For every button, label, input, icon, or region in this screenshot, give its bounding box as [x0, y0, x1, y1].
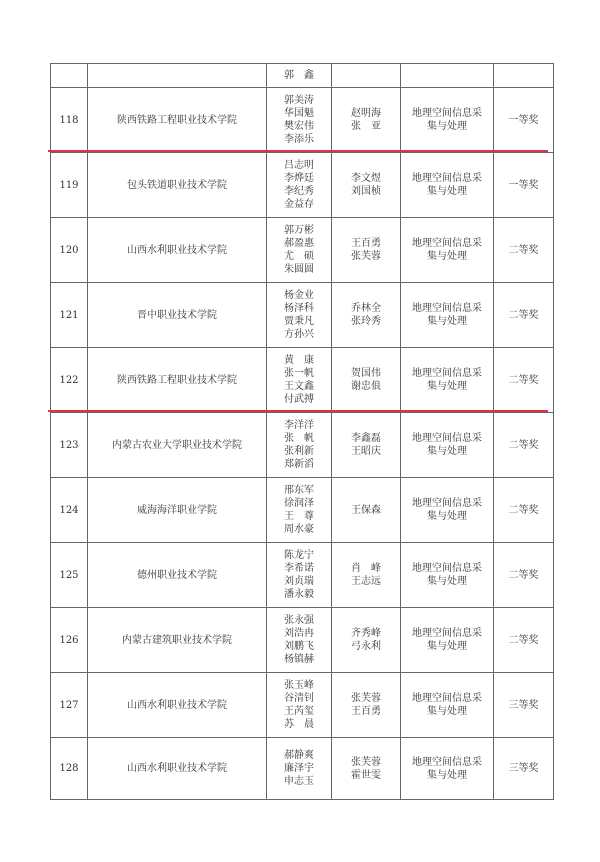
item-text: 集与处理 [427, 641, 467, 652]
teachers-cell [332, 348, 401, 413]
students-cell [267, 153, 332, 218]
student-name: 刘鹏飞 [284, 641, 314, 652]
index-cell: 122 [51, 348, 88, 413]
table-row [51, 608, 554, 673]
student-name: 郝盈惠 [284, 238, 314, 249]
student-name: 郭美涛 [284, 95, 314, 106]
school-cell: 德州职业技术学院 [88, 543, 267, 608]
table-row [51, 673, 554, 738]
item-text: 地理空间信息采 [412, 303, 482, 314]
student-name: 王 尊 [284, 511, 314, 522]
school-cell: 山西水利职业技术学院 [88, 218, 267, 283]
student-name: 张一帆 [284, 368, 314, 379]
item-text: 集与处理 [427, 446, 467, 457]
students-cell [267, 543, 332, 608]
student-name: 刘浩冉 [284, 628, 314, 639]
index-cell: 118 [51, 88, 88, 153]
school-cell: 山西水利职业技术学院 [88, 673, 267, 738]
table-row [51, 153, 554, 218]
teachers-cell [332, 478, 401, 543]
student-name: 付武搏 [284, 394, 314, 405]
table-row [51, 543, 554, 608]
item-cell [401, 478, 494, 543]
award-cell: 二等奖 [494, 608, 554, 673]
students-cell [267, 478, 332, 543]
student-name: 王芮玺 [284, 706, 314, 717]
school-cell: 威海海洋职业学院 [88, 478, 267, 543]
table-row-top [51, 64, 554, 88]
item-cell [401, 738, 494, 800]
item-cell [401, 283, 494, 348]
student-name: 贾秉凡 [284, 316, 314, 327]
red-highlight-line-2 [48, 410, 548, 412]
table-row [51, 738, 554, 800]
school-cell [88, 64, 267, 88]
item-text: 集与处理 [427, 706, 467, 717]
student-name: 张利新 [284, 446, 314, 457]
award-cell: 二等奖 [494, 543, 554, 608]
student-name: 杨泽科 [284, 303, 314, 314]
item-text: 集与处理 [427, 251, 467, 262]
item-text: 集与处理 [427, 381, 467, 392]
teacher-name: 齐秀峰 [351, 628, 381, 639]
students-cell [267, 283, 332, 348]
item-cell [401, 218, 494, 283]
student-name: 徐润泽 [284, 498, 314, 509]
student-name: 陈龙宁 [284, 550, 314, 561]
item-text: 集与处理 [427, 121, 467, 132]
table-row [51, 478, 554, 543]
students-cell [267, 673, 332, 738]
student-name: 华国魁 [284, 108, 314, 119]
item-text: 集与处理 [427, 769, 467, 781]
teacher-name: 乔林全 [351, 303, 381, 314]
award-cell: 二等奖 [494, 218, 554, 283]
student-name: 刘贞瑞 [284, 576, 314, 587]
teacher-name: 张 亚 [351, 121, 381, 132]
award-cell: 二等奖 [494, 413, 554, 478]
students-cell [267, 88, 332, 153]
school-cell: 内蒙古建筑职业技术学院 [88, 608, 267, 673]
award-cell: 二等奖 [494, 478, 554, 543]
teachers-cell [332, 218, 401, 283]
award-cell [494, 64, 554, 88]
student-name: 樊宏伟 [284, 121, 314, 132]
student-name: 邢东军 [284, 485, 314, 496]
table-row [51, 413, 554, 478]
student-name: 杨镇赫 [284, 654, 314, 665]
award-cell: 一等奖 [494, 153, 554, 218]
teacher-name: 弓永利 [351, 641, 381, 652]
index-cell: 123 [51, 413, 88, 478]
item-text: 地理空间信息采 [412, 173, 482, 184]
student-name: 潘永毅 [284, 589, 314, 600]
item-cell [401, 64, 494, 88]
table-row [51, 283, 554, 348]
student-name: 谷清钊 [284, 693, 314, 704]
awards-table [50, 63, 554, 800]
item-cell [401, 88, 494, 153]
students-cell [267, 64, 332, 88]
teacher-name: 王保森 [351, 504, 381, 516]
student-name: 李希诺 [284, 563, 314, 574]
student-name: 李纪秀 [284, 186, 314, 197]
teacher-name: 张芙蓉 [351, 251, 381, 262]
index-cell: 128 [51, 738, 88, 800]
student-name: 黄 康 [284, 355, 314, 366]
students-cell [267, 348, 332, 413]
teachers-cell [332, 738, 401, 800]
index-cell: 127 [51, 673, 88, 738]
index-cell: 126 [51, 608, 88, 673]
item-text: 地理空间信息采 [412, 108, 482, 119]
item-cell [401, 608, 494, 673]
award-cell: 二等奖 [494, 348, 554, 413]
school-cell: 陕西铁路工程职业技术学院 [88, 88, 267, 153]
teachers-cell [332, 88, 401, 153]
item-text: 地理空间信息采 [412, 238, 482, 249]
teacher-name: 贺国伟 [351, 368, 381, 379]
index-cell: 121 [51, 283, 88, 348]
teacher-name: 肖 峰 [351, 563, 381, 574]
red-highlight-line-1 [48, 150, 548, 152]
student-name: 李洋洋 [284, 420, 314, 431]
students-cell [267, 413, 332, 478]
student-name: 申志玉 [284, 776, 314, 787]
teacher-name: 张芙蓉 [351, 756, 381, 768]
index-cell: 119 [51, 153, 88, 218]
teacher-name: 张芙蓉 [351, 693, 381, 704]
teacher-name: 王百勇 [351, 706, 381, 717]
student-name: 张 帆 [284, 433, 314, 444]
teachers-cell [332, 673, 401, 738]
award-cell: 二等奖 [494, 283, 554, 348]
teacher-name: 赵明海 [351, 108, 381, 119]
teacher-name: 李鑫磊 [351, 433, 381, 444]
student-name: 王文鑫 [284, 381, 314, 392]
teachers-cell [332, 608, 401, 673]
teachers-cell [332, 283, 401, 348]
student-name: 郭万彬 [284, 225, 314, 236]
student-name: 周水豪 [284, 524, 314, 535]
index-cell: 124 [51, 478, 88, 543]
students-cell [267, 218, 332, 283]
item-text: 集与处理 [427, 316, 467, 327]
item-text: 地理空间信息采 [412, 368, 482, 379]
item-text: 地理空间信息采 [412, 693, 482, 704]
item-text: 集与处理 [427, 576, 467, 587]
teacher-name: 王百勇 [351, 238, 381, 249]
item-text: 集与处理 [427, 511, 467, 522]
award-cell: 三等奖 [494, 673, 554, 738]
student-name: 郑新滔 [284, 459, 314, 470]
teacher-name: 王昭庆 [351, 446, 381, 457]
teachers-cell [332, 153, 401, 218]
student-name: 方孙兴 [284, 329, 314, 340]
item-text: 地理空间信息采 [412, 756, 482, 768]
teacher-name: 王志远 [351, 576, 381, 587]
school-cell: 陕西铁路工程职业技术学院 [88, 348, 267, 413]
student-name: 张玉峰 [284, 680, 314, 691]
awards-table-body [51, 64, 554, 800]
item-cell [401, 673, 494, 738]
school-cell: 晋中职业技术学院 [88, 283, 267, 348]
teachers-cell [332, 543, 401, 608]
teacher-name: 刘国桢 [351, 186, 381, 197]
school-cell: 山西水利职业技术学院 [88, 738, 267, 800]
award-cell: 一等奖 [494, 88, 554, 153]
student-name: 李烨廷 [284, 173, 314, 184]
student-name: 李添乐 [284, 134, 314, 145]
student-name: 苏 晨 [284, 719, 314, 730]
student-name: 郭 鑫 [284, 70, 314, 81]
item-text: 集与处理 [427, 186, 467, 197]
student-name: 金益存 [284, 199, 314, 210]
student-name: 吕志明 [284, 160, 314, 171]
table-row [51, 88, 554, 153]
table-row [51, 218, 554, 283]
student-name: 郝静爽 [284, 750, 314, 761]
student-name: 朱圆圆 [284, 264, 314, 275]
students-cell [267, 738, 332, 800]
teachers-cell [332, 413, 401, 478]
index-cell: 120 [51, 218, 88, 283]
teacher-name: 霍世雯 [351, 769, 381, 781]
table-row [51, 348, 554, 413]
item-cell [401, 348, 494, 413]
student-name: 尤 硕 [284, 251, 314, 262]
item-text: 地理空间信息采 [412, 563, 482, 574]
student-name: 杨金业 [284, 290, 314, 301]
index-cell: 125 [51, 543, 88, 608]
item-text: 地理空间信息采 [412, 433, 482, 444]
teacher-name: 谢忠俍 [351, 381, 381, 392]
item-cell [401, 413, 494, 478]
teachers-cell [332, 64, 401, 88]
teacher-name: 李文煜 [351, 173, 381, 184]
school-cell: 包头铁道职业技术学院 [88, 153, 267, 218]
index-cell [51, 64, 88, 88]
award-cell: 三等奖 [494, 738, 554, 800]
student-name: 廉泽宇 [284, 763, 314, 774]
item-text: 地理空间信息采 [412, 498, 482, 509]
teacher-name: 张玲秀 [351, 316, 381, 327]
item-cell [401, 153, 494, 218]
item-cell [401, 543, 494, 608]
students-cell [267, 608, 332, 673]
item-text: 地理空间信息采 [412, 628, 482, 639]
school-cell: 内蒙古农业大学职业技术学院 [88, 413, 267, 478]
student-name: 张永强 [284, 615, 314, 626]
